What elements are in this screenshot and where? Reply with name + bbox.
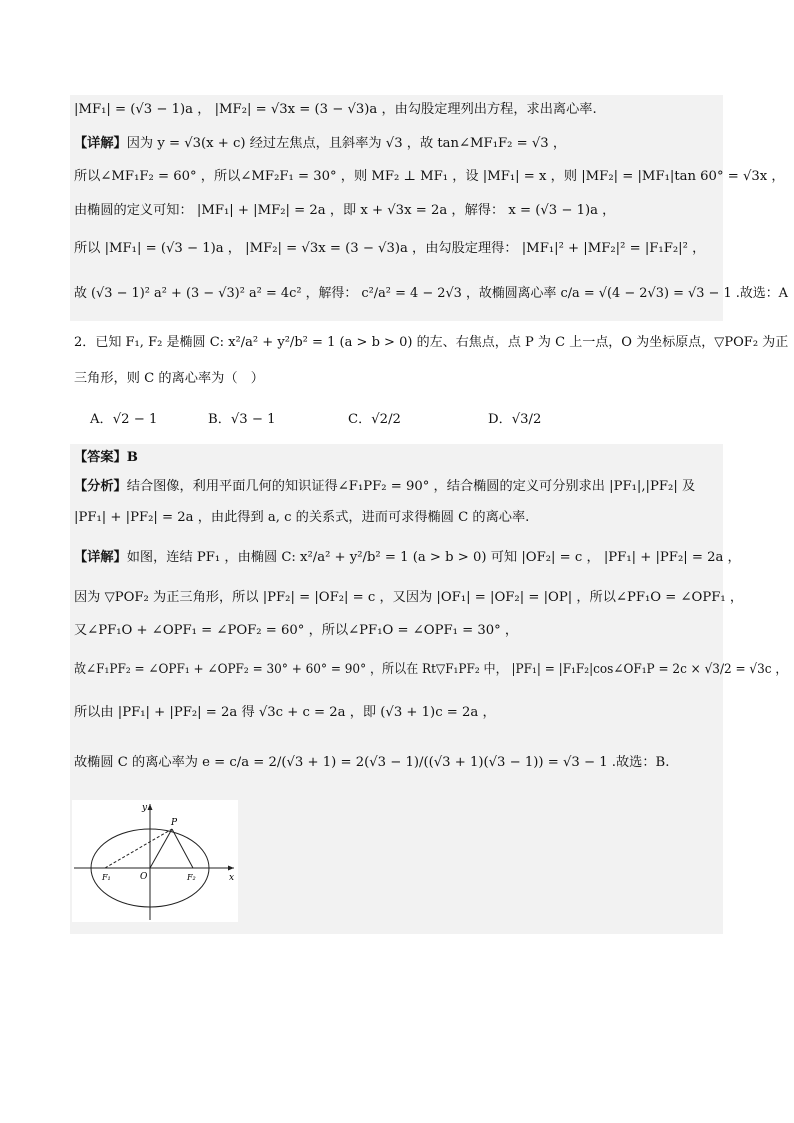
sol1-line-2 xyxy=(74,134,566,154)
detail-line-5: 所以由 |PF₁| + |PF₂| = 2a 得 √3c + c = 2a ，即 (√3 + 1)c = 2a ， xyxy=(74,705,496,720)
sol1-line-6: 故 (√3 − 1)² a² + (3 − √3)² a² = 4c² ，解得： c²/a² = 4 − 2√3 ，故椭圆离心率 c/a = √(4 − 2√3) = √3 − 1 .故选：A xyxy=(74,286,788,301)
option-b-label: B． xyxy=(208,412,231,427)
option-a xyxy=(90,410,157,430)
o-label: O xyxy=(140,872,148,882)
option-d-label: D． xyxy=(488,412,512,427)
ellipse-figure xyxy=(72,800,238,922)
sol1-line-2-text: 因为 y = √3(x + c) 经过左焦点，且斜率为 √3 ，故 tan∠MF₁F₂ = √3 ， xyxy=(126,136,567,151)
detail-line-1 xyxy=(74,548,741,568)
x-label: x xyxy=(229,873,235,883)
sol1-line-4: 由椭圆的定义可知： |MF₁| + |MF₂| = 2a ，即 x + √3x = 2a ，解得： x = (√3 − 1)a ， xyxy=(74,203,616,218)
analysis-tag: 【分析】 xyxy=(74,479,127,494)
analysis-line-2: |PF₁| + |PF₂| = 2a ，由此得到 a, c 的关系式，进而可求得椭圆 C 的离心率. xyxy=(74,510,530,525)
detail-tag-2: 【详解】 xyxy=(74,550,127,565)
detail-line-6: 故椭圆 C 的离心率为 e = c/a = 2/(√3 + 1) = 2(√3 − 1)/((√3 + 1)(√3 − 1)) = √3 − 1 .故选：B. xyxy=(74,755,670,770)
sol1-line-5: 所以 |MF₁| = (√3 − 1)a ， |MF₂| = √3x = (3 − √3)a ，由勾股定理得： |MF₁|² + |MF₂|² = |F₁F₂|² ， xyxy=(74,241,706,256)
detail-line-2: 因为 ▽POF₂ 为正三角形，所以 |PF₂| = |OF₂| = c ，又因为 |OF₁| = |OF₂| = |OP| ，所以∠PF₁O = ∠OPF₁ ， xyxy=(74,590,744,605)
analysis-line-1 xyxy=(74,477,695,497)
option-a-label: A． xyxy=(90,412,113,427)
f1-label: F₁ xyxy=(102,873,111,882)
option-d-value: √3/2 xyxy=(511,412,542,427)
y-label: y xyxy=(142,803,148,813)
y-axis-arrow xyxy=(148,804,153,810)
ellipse-diagram xyxy=(72,800,238,922)
option-b xyxy=(208,410,276,430)
option-c xyxy=(348,410,401,430)
sol1-line-3: 所以∠MF₁F₂ = 60° ，所以∠MF₂F₁ = 30° ，则 MF₂ ⊥ MF₁ ，设 |MF₁| = x ，则 |MF₂| = |MF₁|tan 60° = √3x ， xyxy=(74,169,785,184)
detail-tag: 【详解】 xyxy=(74,136,127,151)
sol1-line-1: |MF₁| = (√3 − 1)a ， |MF₂| = √3x = (3 − √3)a ，由勾股定理列出方程，求出离心率. xyxy=(74,102,597,117)
segment-pf1-dashed xyxy=(105,829,172,868)
analysis-line-1-text: 结合图像，利用平面几何的知识证得∠F₁PF₂ = 90° ，结合椭圆的定义可分别求出 |PF₁|,|PF₂| 及 xyxy=(126,479,696,494)
q2-line-1: 2．已知 F₁, F₂ 是椭圆 C: x²/a² + y²/b² = 1 (a > b > 0) 的左、右焦点，点 P 为 C 上一点，O 为坐标原点，▽POF₂ 为正 xyxy=(74,335,789,350)
p-label: P xyxy=(171,818,178,828)
detail-line-1-text: 如图，连结 PF₁ ，由椭圆 C: x²/a² + y²/b² = 1 (a > b > 0) 可知 |OF₂| = c ， |PF₁| + |PF₂| = 2a ， xyxy=(126,550,741,565)
option-c-value: √2/2 xyxy=(371,412,401,427)
option-c-label: C． xyxy=(348,412,372,427)
answer-tag: 【答案】B xyxy=(74,450,138,465)
detail-line-3: 又∠PF₁O + ∠OPF₁ = ∠POF₂ = 60° ，所以∠PF₁O = ∠OPF₁ = 30° ， xyxy=(74,623,519,638)
x-axis-arrow xyxy=(228,866,234,871)
f2-label: F₂ xyxy=(187,873,196,882)
option-d xyxy=(488,410,541,430)
answer-line xyxy=(74,448,138,468)
option-a-value: √2 − 1 xyxy=(112,412,158,427)
q2-line-2: 三角形，则 C 的离心率为（ ） xyxy=(74,371,264,386)
detail-line-4: 故∠F₁PF₂ = ∠OPF₁ + ∠OPF₂ = 30° + 60° = 90° ，所以在 Rt▽F₁PF₂ 中， |PF₁| = |F₁F₂|cos∠OF₁P = 2c × √3/2 = √3c ， xyxy=(74,662,788,677)
option-b-value: √3 − 1 xyxy=(230,412,276,427)
